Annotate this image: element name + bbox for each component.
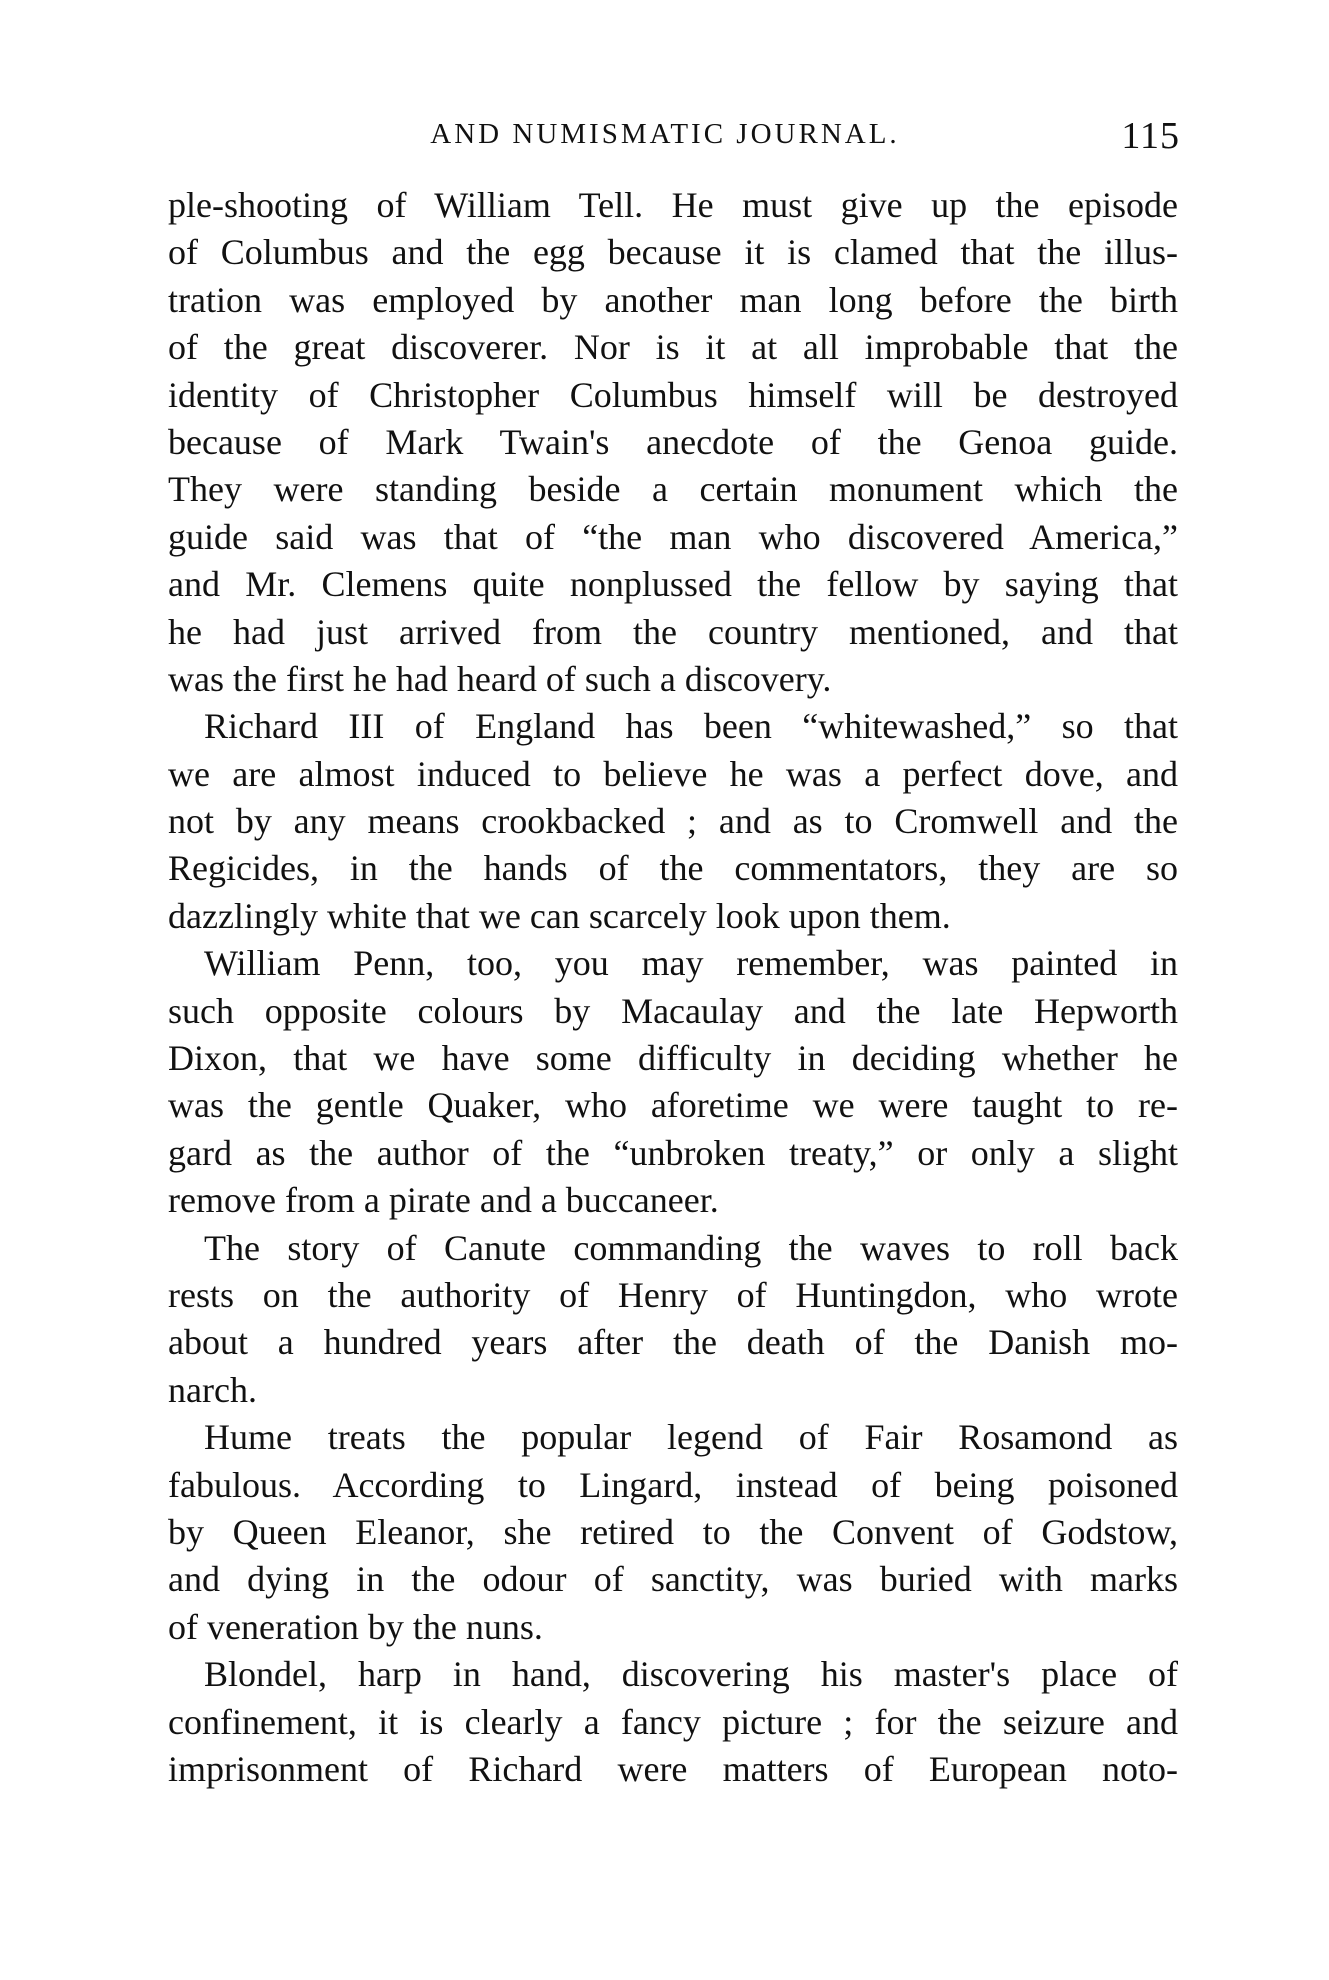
text-line: The story of Canute commanding the waves to roll back <box>204 1227 1178 1268</box>
text-line: not by any means crookbacked ; and as to Cromwell and the <box>168 801 1178 842</box>
text-line: such opposite colours by Macaulay and the late Hepworth <box>168 990 1178 1031</box>
text-line: and Mr. Clemens quite nonplussed the fellow by saying that <box>168 564 1178 605</box>
text-line: dazzlingly white that we can scarcely look upon them. <box>168 895 951 936</box>
text-line: remove from a pirate and a buccaneer. <box>168 1180 719 1221</box>
text-line: identity of Christopher Columbus himself will be destroyed <box>168 374 1178 415</box>
text-line: They were standing beside a certain monument which the <box>168 469 1178 510</box>
text-line: ple-shooting of William Tell. He must give up the episode <box>168 185 1178 225</box>
text-line: rests on the authority of Henry of Huntingdon, who wrote <box>168 1274 1178 1315</box>
page-number: 115 <box>1121 115 1180 157</box>
body-text <box>168 182 1178 1793</box>
text-line: of Columbus and the egg because it is clamed that the illus- <box>168 232 1178 273</box>
text-line: about a hundred years after the death of the Danish mo- <box>168 1322 1178 1363</box>
text-line: confinement, it is clearly a fancy picture ; for the seizure and <box>168 1701 1178 1742</box>
text-line: by Queen Eleanor, she retired to the Convent of Godstow, <box>168 1511 1178 1552</box>
text-line: we are almost induced to believe he was a perfect dove, and <box>168 753 1178 794</box>
text-line: narch. <box>168 1369 257 1410</box>
text-line: Dixon, that we have some difficulty in deciding whether he <box>168 1038 1178 1079</box>
text-line: Hume treats the popular legend of Fair Rosamond as <box>204 1417 1178 1458</box>
text-line: guide said was that of “the man who discovered America,” <box>168 516 1178 557</box>
text-line: gard as the author of the “unbroken treaty,” or only a slight <box>168 1132 1178 1173</box>
text-line: imprisonment of Richard were matters of European noto- <box>168 1748 1178 1789</box>
text-line: because of Mark Twain's anecdote of the Genoa guide. <box>168 421 1178 462</box>
text-line: William Penn, too, you may remember, was painted in <box>204 943 1178 984</box>
text-line: of the great discoverer. Nor is it at all improbable that the <box>168 327 1178 368</box>
running-title: AND NUMISMATIC JOURNAL. <box>430 118 900 150</box>
text-line: of veneration by the nuns. <box>168 1606 543 1647</box>
text-line: Regicides, in the hands of the commentators, they are so <box>168 848 1178 889</box>
running-head <box>150 115 1180 168</box>
text-line: and dying in the odour of sanctity, was buried with marks <box>168 1559 1178 1600</box>
text-line: was the first he had heard of such a discovery. <box>168 658 832 699</box>
text-line: fabulous. According to Lingard, instead of being poisoned <box>168 1464 1178 1505</box>
text-line: tration was employed by another man long before the birth <box>168 279 1178 320</box>
text-line: was the gentle Quaker, who aforetime we were taught to re- <box>168 1085 1178 1126</box>
text-line: he had just arrived from the country mentioned, and that <box>168 611 1178 652</box>
text-line: Blondel, harp in hand, discovering his master's place of <box>204 1654 1178 1695</box>
text-line: Richard III of England has been “whitewashed,” so that <box>204 706 1178 747</box>
